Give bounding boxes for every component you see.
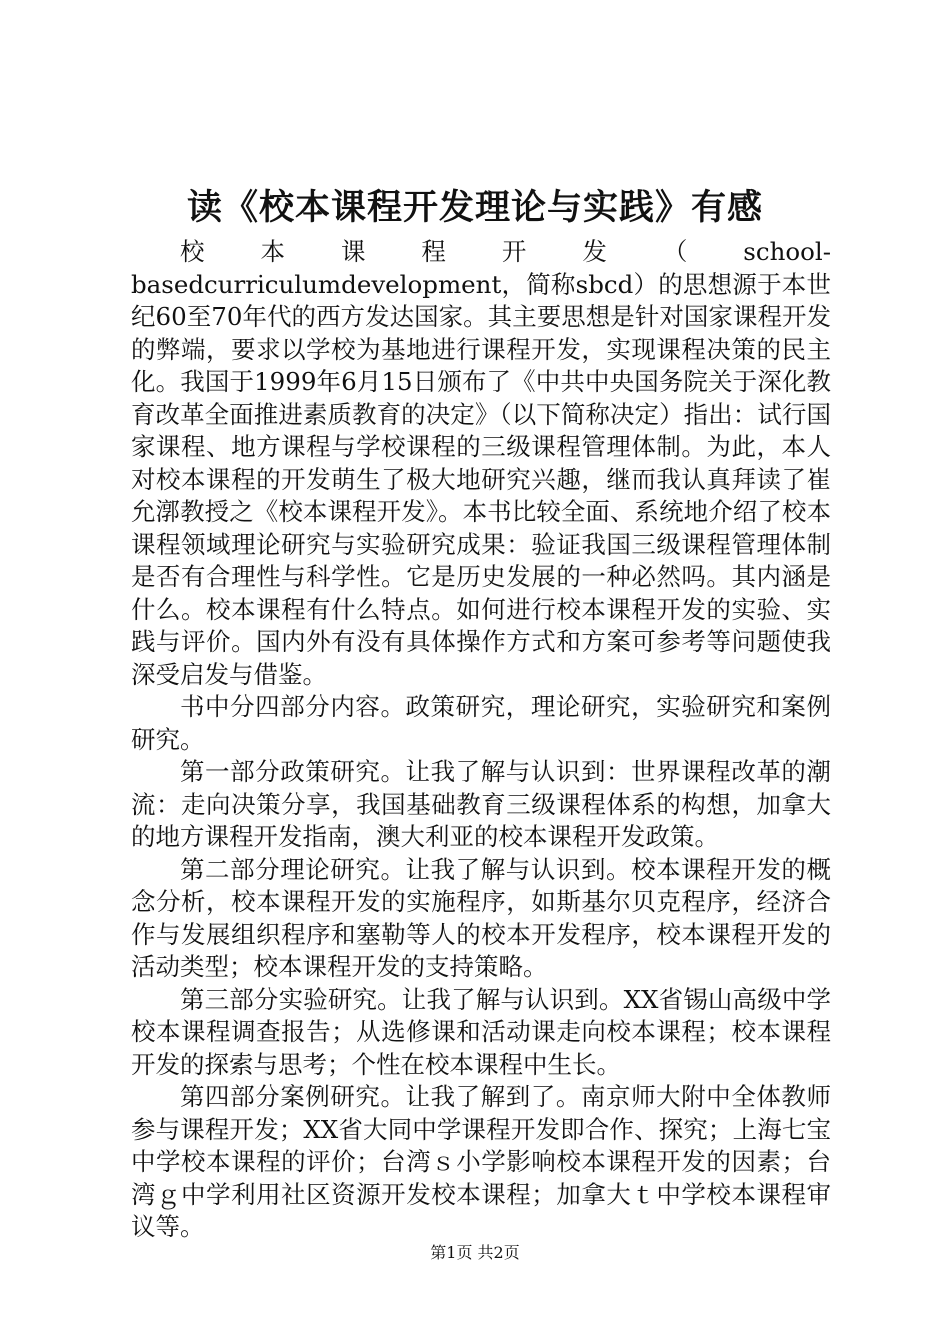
paragraph-part-three: 第三部分实验研究。让我了解与认识到。XX省锡山高级中学校本课程调查报告；从选修课和活动课走向校本课程；校本课程开发的探索与思考；个性在校本课程中生长。: [131, 984, 831, 1079]
paragraph-intro: 校本课程开发（school-basedcurriculumdevelopment，简称sbcd）的思想源于本世纪60至70年代的西方发达国家。其主要思想是针对国家课程开发的弊端，要求以学校为基地进行课程开发，实现课程决策的民主化。我国于1999年6月15日颁布了《中共中央国务院关于深化教育改革全面推进素质教育的决定》（以下简称决定）指出：试行国家课程、地方课程与学校课程的三级课程管理体制。为此，本人对校本课程的开发萌生了极大地研究兴趣，继而我认真拜读了崔允漷教授之《校本课程开发》。本书比较全面、系统地介绍了校本课程领域理论研究与实验研究成果：验证我国三级课程管理体制是否有合理性与科学性。它是历史发展的一种必然吗。其内涵是什么。校本课程有什么特点。如何进行校本课程开发的实验、实践与评价。国内外有没有具体操作方式和方案可参考等问题使我深受启发与借鉴。: [131, 237, 831, 689]
paragraph-overview: 书中分四部分内容。政策研究，理论研究，实验研究和案例研究。: [131, 692, 831, 754]
document-title: 读《校本课程开发理论与实践》有感: [186, 187, 763, 228]
paragraph-part-four: 第四部分案例研究。让我了解到了。南京师大附中全体教师参与课程开发；XX省大同中学课程开发即合作、探究；上海七宝中学校本课程的评价；台湾ｓ小学影响校本课程开发的因素；台湾ｇ中学利用社区资源开发校本课程；加拿大ｔ中学校本课程审议等。: [131, 1082, 831, 1241]
document-body: [131, 236, 831, 1244]
page-number-footer: 第1页 共2页: [430, 1243, 520, 1262]
paragraph-part-two: 第二部分理论研究。让我了解与认识到。校本课程开发的概念分析，校本课程开发的实施程序，如斯基尔贝克程序，经济合作与发展组织程序和塞勒等人的校本开发程序，校本课程开发的活动类型；校本课程开发的支持策略。: [131, 854, 831, 981]
paragraph-part-one: 第一部分政策研究。让我了解与认识到：世界课程改革的潮流：走向决策分享，我国基础教育三级课程体系的构想，加拿大的地方课程开发指南，澳大利亚的校本课程开发政策。: [131, 757, 831, 851]
